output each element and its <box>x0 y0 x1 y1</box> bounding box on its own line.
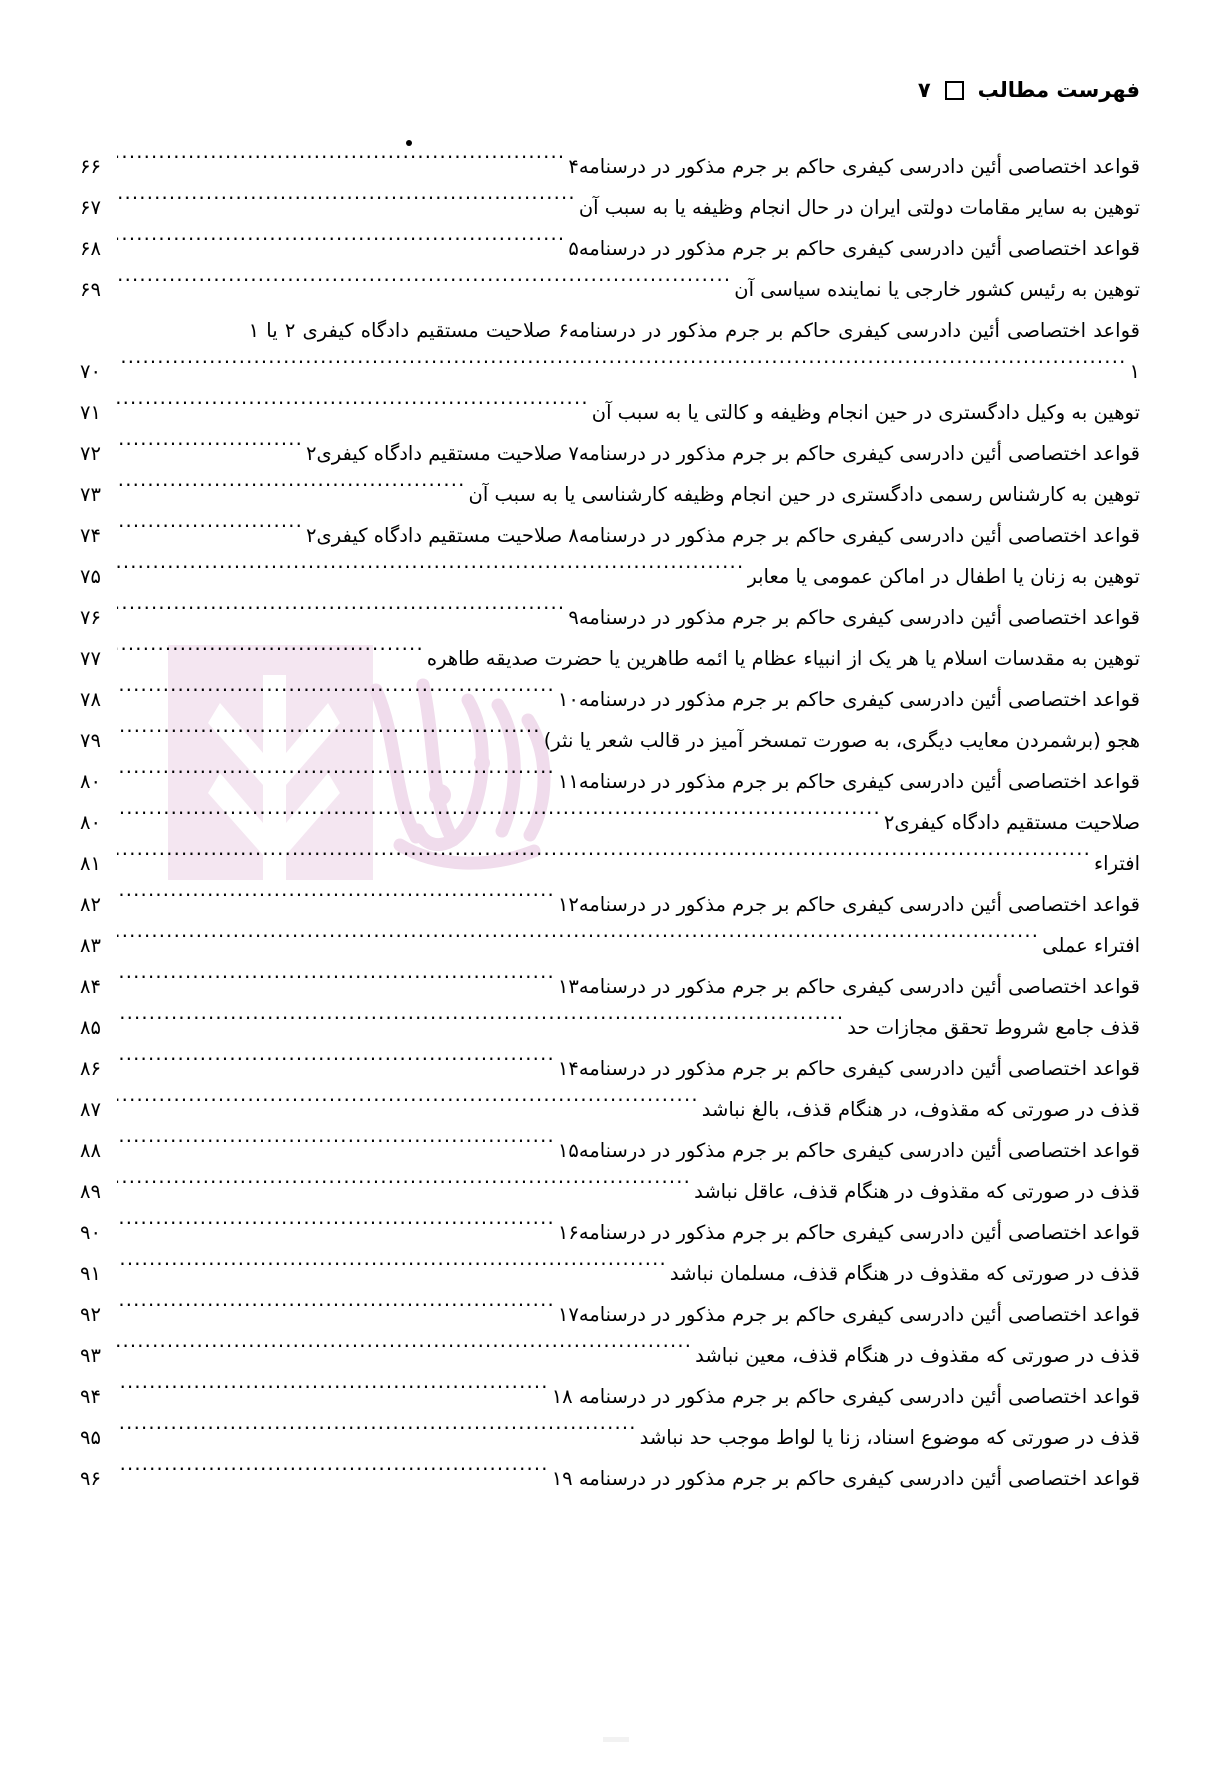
toc-leader-dots <box>117 482 466 502</box>
toc-entry[interactable] <box>80 392 1140 433</box>
toc-entry-page-number[interactable]: ۹۶ <box>80 1467 101 1490</box>
toc-entry-page-number[interactable]: ۸۸ <box>80 1139 101 1162</box>
toc-entry-page-number[interactable]: ۸۶ <box>80 1057 101 1080</box>
toc-entry-page-number[interactable]: ۹۵ <box>80 1426 101 1449</box>
toc-entry[interactable] <box>80 146 1140 187</box>
toc-leader-dots <box>117 1015 844 1035</box>
toc-entry[interactable] <box>80 474 1140 515</box>
toc-entry-page-number[interactable]: ۸۰ <box>80 770 101 793</box>
toc-entry-page-number[interactable]: ۹۴ <box>80 1385 101 1408</box>
toc-entry-title: قواعد اختصاصی أئین دادرسی کیفری حاکم بر جرم مذکور در درسنامه۱۷ <box>557 1303 1140 1326</box>
toc-entry-page-number[interactable]: ۷۸ <box>80 688 101 711</box>
toc-entry-page-number[interactable]: ۶۷ <box>80 196 101 219</box>
toc-entry[interactable] <box>80 269 1140 310</box>
toc-leader-dots <box>117 564 744 584</box>
toc-entry-page-number[interactable]: ۶۹ <box>80 278 101 301</box>
toc-entry-page-number[interactable]: ۸۵ <box>80 1016 101 1039</box>
toc-leader-dots <box>117 1302 555 1322</box>
toc-entry-title: قواعد اختصاصی أئین دادرسی کیفری حاکم بر جرم مذکور در درسنامه۸ صلاحیت مستقیم دادگاه کیفری۲ <box>306 524 1140 547</box>
toc-leader-dots <box>117 646 424 666</box>
toc-entry-title: قواعد اختصاصی أئین دادرسی کیفری حاکم بر جرم مذکور در درسنامه۱۵ <box>557 1139 1140 1162</box>
toc-entry-title: افتراء <box>1094 852 1140 875</box>
toc-leader-dots <box>117 277 731 297</box>
toc-entry[interactable] <box>80 1089 1140 1130</box>
toc-leader-dots <box>117 195 576 215</box>
toc-entry-title: قواعد اختصاصی أئین دادرسی کیفری حاکم بر جرم مذکور در درسنامه۱۱ <box>557 770 1140 793</box>
toc-continuation-marker: ۱ <box>1129 360 1140 383</box>
toc-entry[interactable] <box>80 1007 1140 1048</box>
toc-entry-page-number[interactable]: ۷۶ <box>80 606 101 629</box>
toc-entry[interactable] <box>80 638 1140 679</box>
toc-entry-page-number[interactable]: ۸۹ <box>80 1180 101 1203</box>
toc-entry-page-number[interactable]: ۸۳ <box>80 934 101 957</box>
toc-leader-dots <box>117 1466 549 1486</box>
toc-leader-dots <box>117 1261 667 1281</box>
toc-leader-dots <box>117 400 589 420</box>
toc-entry[interactable] <box>80 228 1140 269</box>
header-page-number: ۷ <box>917 78 931 102</box>
toc-entry[interactable] <box>80 1130 1140 1171</box>
header-title: فهرست مطالب <box>977 78 1140 102</box>
toc-entry-title: قواعد اختصاصی أئین دادرسی کیفری حاکم بر جرم مذکور در درسنامه۴ <box>568 155 1140 178</box>
toc-leader-dots <box>117 523 303 543</box>
toc-leader-dots <box>117 974 555 994</box>
toc-entry-page-number[interactable]: ۸۱ <box>80 852 101 875</box>
square-bullet-icon <box>945 81 964 100</box>
toc-entry-title: قواعد اختصاصی أئین دادرسی کیفری حاکم بر جرم مذکور در درسنامه۵ <box>568 237 1140 260</box>
toc-leader-dots <box>117 1179 691 1199</box>
toc-entry[interactable] <box>80 433 1140 474</box>
toc-leader-dots <box>117 359 1127 379</box>
toc-leader-dots <box>117 810 881 830</box>
toc-entry[interactable] <box>80 679 1140 720</box>
toc-entry-title: توهین به زنان یا اطفال در اماکن عمومی یا معابر <box>747 565 1140 588</box>
toc-entry-title: قواعد اختصاصی أئین دادرسی کیفری حاکم بر جرم مذکور در درسنامه ۱۸ <box>551 1385 1140 1408</box>
toc-leader-dots <box>117 687 555 707</box>
toc-entry[interactable] <box>80 1212 1140 1253</box>
toc-entry-title: توهین به وکیل دادگستری در حین انجام وظیفه و کالتی یا به سبب آن <box>591 401 1140 424</box>
toc-entry-page-number[interactable]: ۹۳ <box>80 1344 101 1367</box>
toc-list <box>80 146 1140 1499</box>
toc-entry-page-number[interactable]: ۸۴ <box>80 975 101 998</box>
toc-entry-page-number[interactable]: ۷۳ <box>80 483 101 506</box>
toc-entry-title: قذف جامع شروط تحقق مجازات حد <box>847 1016 1140 1039</box>
toc-entry-page-number[interactable]: ۸۲ <box>80 893 101 916</box>
toc-leader-dots <box>117 1220 555 1240</box>
toc-entry-page-number[interactable]: ۹۲ <box>80 1303 101 1326</box>
toc-entry-page-number[interactable]: ۸۷ <box>80 1098 101 1121</box>
toc-entry[interactable] <box>80 1171 1140 1212</box>
toc-entry[interactable] <box>80 515 1140 556</box>
toc-leader-dots <box>117 933 1039 953</box>
toc-entry-title: صلاحیت مستقیم دادگاه کیفری۲ <box>883 811 1140 834</box>
toc-entry[interactable] <box>80 1458 1140 1499</box>
toc-leader-dots <box>117 605 565 625</box>
toc-entry-page-number[interactable]: ۹۱ <box>80 1262 101 1285</box>
toc-entry[interactable] <box>80 720 1140 761</box>
toc-entry-title: قذف در صورتی که مقذوف در هنگام قذف، مسلمان نباشد <box>669 1262 1140 1285</box>
toc-leader-dots <box>117 441 303 461</box>
toc-leader-dots <box>117 851 1091 871</box>
toc-entry[interactable] <box>80 597 1140 638</box>
toc-entry[interactable] <box>80 1335 1140 1376</box>
toc-entry-continuation <box>80 351 1140 392</box>
toc-entry[interactable] <box>80 1253 1140 1294</box>
toc-leader-dots <box>117 769 555 789</box>
toc-entry[interactable] <box>80 1294 1140 1335</box>
toc-entry-page-number[interactable]: ۷۷ <box>80 647 101 670</box>
toc-leader-dots <box>117 1343 692 1363</box>
toc-entry-page-number[interactable]: ۷۹ <box>80 729 101 752</box>
toc-leader-dots <box>117 1056 555 1076</box>
toc-entry[interactable] <box>80 556 1140 597</box>
toc-entry-title: قواعد اختصاصی أئین دادرسی کیفری حاکم بر جرم مذکور در درسنامه۹ <box>568 606 1140 629</box>
toc-leader-dots <box>117 728 541 748</box>
toc-entry-title: هجو (برشمردن معایب دیگری، به صورت تمسخر آمیز در قالب شعر یا نثر) <box>543 729 1140 752</box>
toc-entry-page-number[interactable]: ۶۸ <box>80 237 101 260</box>
toc-leader-dots <box>117 1425 637 1445</box>
toc-entry[interactable] <box>80 310 1140 351</box>
toc-entry[interactable] <box>80 1048 1140 1089</box>
toc-entry-title: قواعد اختصاصی أئین دادرسی کیفری حاکم بر جرم مذکور در درسنامه ۱۹ <box>551 1467 1140 1490</box>
toc-entry[interactable] <box>80 843 1140 884</box>
toc-leader-dots <box>117 236 565 256</box>
toc-entry-title: قواعد اختصاصی أئین دادرسی کیفری حاکم بر جرم مذکور در درسنامه۱۶ <box>557 1221 1140 1244</box>
toc-entry-page-number[interactable]: ۶۶ <box>80 155 101 178</box>
toc-entry[interactable] <box>80 884 1140 925</box>
toc-entry-title: افتراء عملی <box>1042 934 1140 957</box>
toc-entry-title: توهین به سایر مقامات دولتی ایران در حال انجام وظیفه یا به سبب آن <box>578 196 1140 219</box>
toc-entry-title: قواعد اختصاصی أئین دادرسی کیفری حاکم بر جرم مذکور در درسنامه۱۰ <box>557 688 1140 711</box>
toc-entry-page-number[interactable]: ۹۰ <box>80 1221 101 1244</box>
toc-leader-dots <box>117 1097 699 1117</box>
toc-entry[interactable] <box>80 1376 1140 1417</box>
toc-entry[interactable] <box>80 761 1140 802</box>
toc-entry[interactable] <box>80 802 1140 843</box>
toc-entry-page-number[interactable]: ۸۰ <box>80 811 101 834</box>
toc-entry-title: قواعد اختصاصی أئین دادرسی کیفری حاکم بر جرم مذکور در درسنامه۱۲ <box>557 893 1140 916</box>
toc-entry-title: قذف در صورتی که مقذوف در هنگام قذف، عاقل نباشد <box>694 1180 1140 1203</box>
toc-entry-title: قواعد اختصاصی أئین دادرسی کیفری حاکم بر جرم مذکور در درسنامه۱۴ <box>557 1057 1140 1080</box>
toc-entry-title: قذف در صورتی که موضوع اسناد، زنا یا لواط موجب حد نباشد <box>639 1426 1140 1449</box>
toc-entry[interactable] <box>80 966 1140 1007</box>
toc-entry[interactable] <box>80 187 1140 228</box>
toc-entry-page-number[interactable]: ۷۵ <box>80 565 101 588</box>
toc-entry-title: قواعد اختصاصی أئین دادرسی کیفری حاکم بر جرم مذکور در درسنامه۷ صلاحیت مستقیم دادگاه کیفری۲ <box>306 442 1140 465</box>
stray-dot-mark <box>406 140 412 146</box>
toc-entry-page-number[interactable]: ۷۲ <box>80 442 101 465</box>
toc-entry-page-number[interactable]: ۷۰ <box>80 360 101 383</box>
toc-leader-dots <box>117 154 565 174</box>
toc-entry-title: توهین به مقدسات اسلام یا هر یک از انبیاء عظام یا ائمه طاهرین یا حضرت صدیقه طاهره <box>426 647 1140 670</box>
toc-entry-title: توهین به رئیس کشور خارجی یا نماینده سیاسی آن <box>734 278 1140 301</box>
toc-leader-dots <box>117 892 555 912</box>
toc-entry-title: قواعد اختصاصی أئین دادرسی کیفری حاکم بر جرم مذکور در درسنامه۱۳ <box>557 975 1140 998</box>
toc-leader-dots <box>117 1138 555 1158</box>
toc-entry[interactable] <box>80 1417 1140 1458</box>
toc-entry-title: توهین به کارشناس رسمی دادگستری در حین انجام وظیفه کارشناسی یا به سبب آن <box>468 483 1140 506</box>
toc-entry-title: قذف در صورتی که مقذوف، در هنگام قذف، بالغ نباشد <box>701 1098 1140 1121</box>
toc-leader-dots <box>117 1384 549 1404</box>
running-header <box>918 78 1140 102</box>
toc-entry-title: قواعد اختصاصی أئین دادرسی کیفری حاکم بر جرم مذکور در درسنامه۶ صلاحیت مستقیم دادگاه کیفری ۲ یا ۱ <box>248 319 1140 342</box>
toc-entry-title: قذف در صورتی که مقذوف در هنگام قذف، معین نباشد <box>695 1344 1140 1367</box>
toc-entry[interactable] <box>80 925 1140 966</box>
bottom-page-mark <box>603 1737 629 1742</box>
toc-entry-page-number[interactable]: ۷۱ <box>80 401 101 424</box>
toc-entry-page-number[interactable]: ۷۴ <box>80 524 101 547</box>
